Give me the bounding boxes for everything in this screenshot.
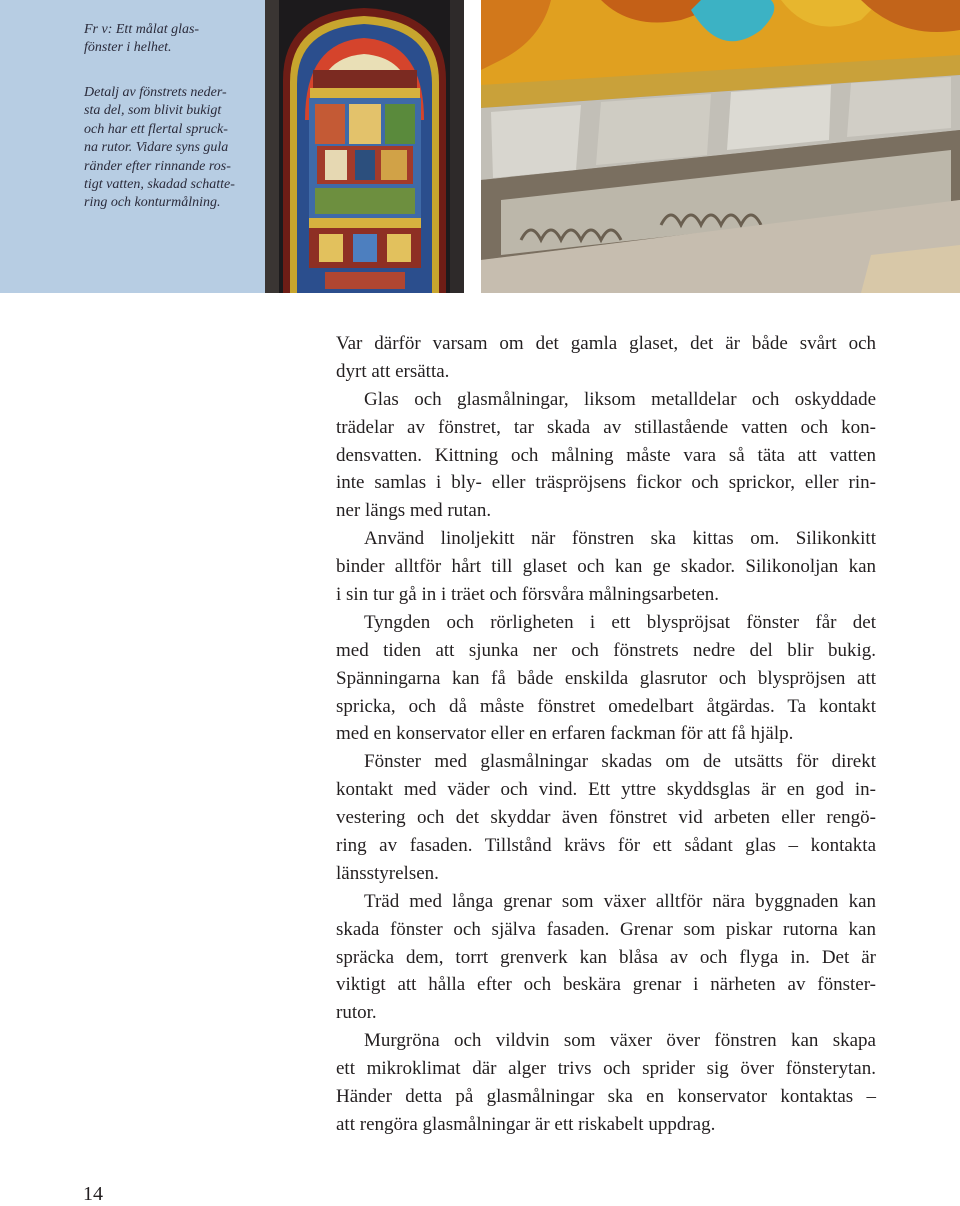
text-line: Händer detta på glasmålningar ska en konservator kontaktas –: [336, 1086, 876, 1108]
text-line: med en konservator eller en erfaren fackman för att få hjälp.: [336, 723, 794, 745]
stained-glass-window-photo: [265, 0, 464, 293]
caption-line: Detalj av fönstrets neder-: [84, 85, 227, 100]
text-line: densvatten. Kittning och målning måste vara så täta att vatten: [336, 444, 876, 466]
caption-line: sta del, som blivit bukigt: [84, 103, 222, 119]
text-line: Glas och glasmålningar, liksom metalldelar och oskyddade: [364, 388, 876, 410]
text-line: spräcka dem, torrt grenverk kan blåsa av och flyga in. Det är: [336, 946, 876, 968]
caption-line: tigt vatten, skadad schatte-: [84, 177, 235, 193]
page-number: 14: [83, 1183, 103, 1205]
text-line: spricka, och då måste fönstret omedelbart åtgärdas. Ta kontakt: [336, 695, 876, 717]
caption-line: ring och konturmålning.: [84, 195, 221, 211]
text-line: ett mikroklimat där alger trivs och sprider sig över fönsterytan.: [336, 1058, 876, 1080]
text-line: att rengöra glasmålningar är ett riskabelt uppdrag.: [336, 1113, 716, 1135]
text-line: Träd med långa grenar som växer alltför nära byggnaden kan: [364, 890, 876, 912]
text-line: Använd linoljekitt när fönstren ska kittas om. Silikonkitt: [364, 528, 876, 550]
text-line: Tyngden och rörligheten i ett blyspröjsat fönster får det: [364, 611, 876, 633]
caption-line: ränder efter rinnande ros-: [84, 158, 231, 174]
text-line: Var därför varsam om det gamla glaset, det är både svårt och: [336, 333, 876, 354]
text-line: i sin tur gå in i träet och försvåra målningsarbeten.: [336, 584, 720, 606]
text-line: rutor.: [336, 1002, 377, 1024]
caption-line: Fr v: Ett målat glas-: [84, 22, 200, 37]
text-line: inte samlas i bly- eller träspröjsens fickor och sprickor, eller rin-: [336, 472, 876, 494]
text-line: Fönster med glasmålningar skadas om de utsätts för direkt: [364, 751, 876, 773]
caption-line: och har ett flertal spruck-: [84, 121, 228, 137]
caption-line: fönster i helhet.: [84, 40, 172, 56]
text-line: kontakt med väder och vind. Ett yttre skyddsglas är en god in-: [336, 779, 876, 801]
caption-window-detail: [84, 84, 254, 213]
caption-line: na rutor. Vidare syns gula: [84, 140, 229, 156]
text-line: ring av fasaden. Tillstånd krävs för ett sådant glas – kontakta: [336, 835, 876, 857]
text-line: trädelar av fönstret, tar skada av stillastående vatten och kon-: [336, 416, 876, 438]
caption-whole-window: [84, 21, 254, 58]
text-line: skada fönster och själva fasaden. Grenar som piskar rutorna kan: [336, 918, 876, 940]
text-line: ner längs med rutan.: [336, 500, 492, 522]
text-line: Murgröna och vildvin som växer över fönstren kan skapa: [364, 1030, 876, 1052]
text-line: Spänningarna kan få både enskilda glasrutor och blyspröjsen att: [336, 667, 876, 689]
text-line: med tiden att sjunka ner och fönstrets nedre del blir bukig.: [336, 639, 876, 661]
window-detail-photo: [481, 0, 960, 293]
text-line: binder alltför hårt till glaset och kan ge skador. Silikonoljan kan: [336, 556, 876, 578]
text-line: vestering och det skyddar även fönstret vid arbeten eller rengö-: [336, 807, 876, 829]
body-text: [336, 330, 876, 1139]
text-line: viktigt att hålla efter och beskära grenar i närheten av fönster-: [336, 974, 876, 996]
text-line: länsstyrelsen.: [336, 862, 439, 884]
text-line: dyrt att ersätta.: [336, 360, 450, 382]
